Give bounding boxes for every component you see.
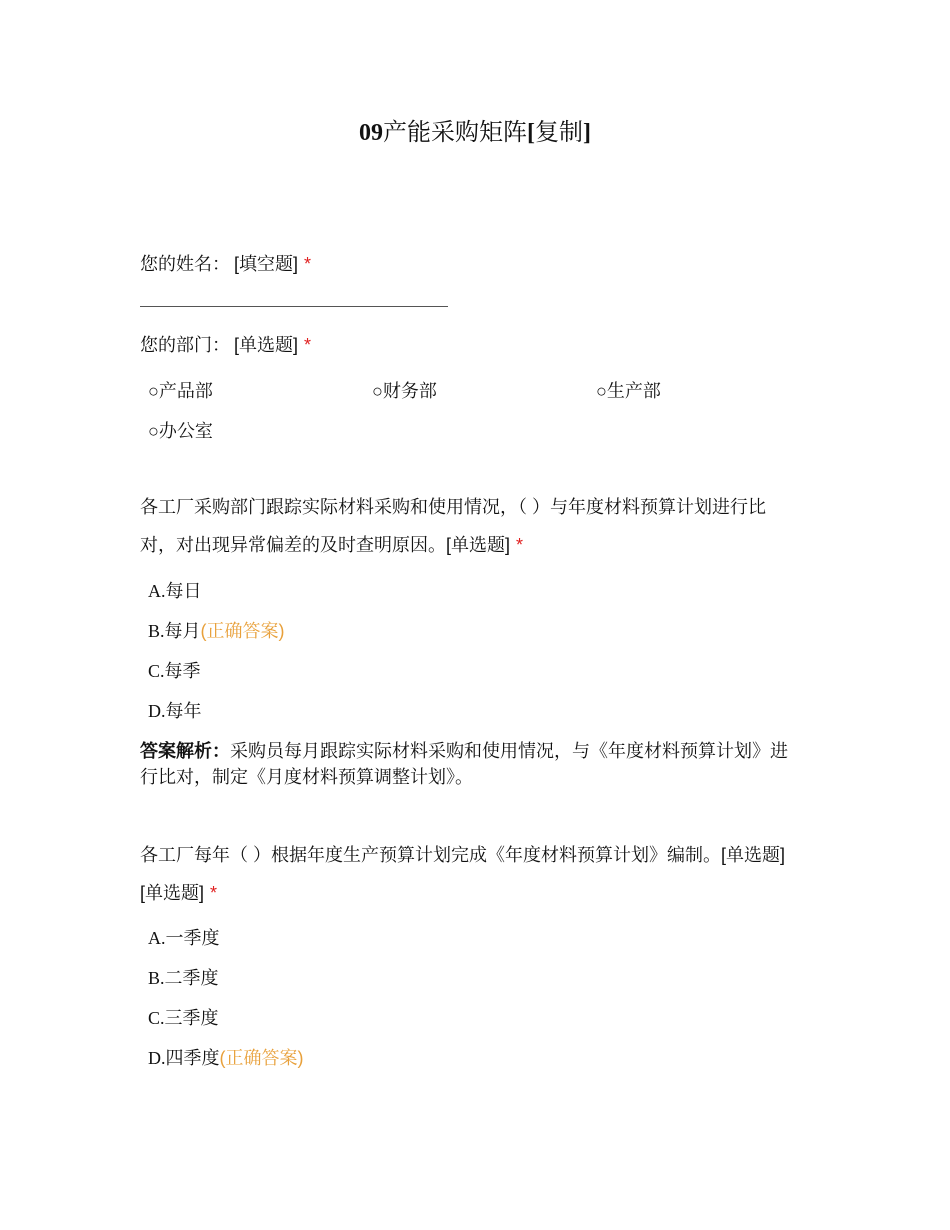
q2-option-d[interactable] — [148, 1046, 304, 1070]
option-text: 每季 — [164, 661, 201, 681]
option-letter: B. — [148, 968, 165, 988]
title-number: 09 — [359, 120, 383, 146]
question-2-text — [140, 836, 820, 912]
option-text: 四季度 — [165, 1048, 220, 1068]
name-input-line[interactable] — [140, 306, 448, 307]
question-1-line-2-text: 对，对出现异常偏差的及时查明原因。 — [140, 535, 446, 555]
question-1-line-2 — [140, 526, 820, 564]
option-text: 一季度 — [165, 928, 220, 948]
dept-option-office[interactable]: ○办公室 — [148, 421, 213, 441]
title-text: 产能采购矩阵 — [383, 120, 527, 146]
required-marker: * — [304, 254, 312, 274]
option-text: 每日 — [165, 581, 202, 601]
required-marker: * — [210, 883, 218, 903]
question-dept-label — [140, 333, 311, 357]
option-letter: D. — [148, 701, 166, 721]
question-1-line-1: 各工厂采购部门跟踪实际材料采购和使用情况，（ ）与年度材料预算计划进行比 — [140, 497, 766, 517]
analysis-text-1: 采购员每月跟踪实际材料采购和使用情况，与《年度材料预算计划》进 — [230, 741, 788, 761]
required-marker: * — [304, 335, 312, 355]
question-text: 您的部门： — [140, 335, 230, 355]
question-1-text — [140, 488, 820, 564]
option-letter: B. — [148, 621, 165, 641]
dept-option-production[interactable]: ○生产部 — [596, 381, 661, 401]
q1-option-b[interactable] — [148, 619, 285, 643]
option-letter: A. — [148, 928, 166, 948]
analysis-line-1 — [140, 738, 820, 764]
option-letter: C. — [148, 661, 165, 681]
q2-option-b[interactable] — [148, 966, 219, 990]
q1-option-d[interactable] — [148, 699, 202, 723]
q1-option-c[interactable] — [148, 659, 201, 683]
question-name-label — [140, 252, 311, 276]
page-title — [0, 112, 950, 147]
option-text: 每年 — [165, 701, 202, 721]
option-letter: C. — [148, 1008, 165, 1028]
question-2-line-2 — [140, 874, 820, 912]
analysis-line-2: 行比对，制定《月度材料预算调整计划》。 — [140, 767, 473, 787]
title-bracket-close: ] — [583, 120, 591, 146]
dept-option-product[interactable]: ○产品部 — [148, 381, 213, 401]
question-text: 您的姓名： — [140, 254, 230, 274]
question-type-tag: [单选题] — [446, 535, 511, 555]
required-marker: * — [516, 535, 524, 555]
option-text: 每月 — [164, 621, 201, 641]
q2-option-a[interactable] — [148, 926, 220, 950]
answer-analysis — [140, 738, 820, 790]
option-text: 三季度 — [164, 1008, 219, 1028]
dept-option-finance[interactable]: ○财务部 — [372, 381, 437, 401]
correct-answer-badge: (正确答案) — [200, 621, 285, 641]
option-text: 二季度 — [164, 968, 219, 988]
analysis-label: 答案解析： — [140, 741, 230, 761]
correct-answer-badge: (正确答案) — [219, 1048, 304, 1068]
title-copy-label: 复制 — [535, 120, 583, 146]
question-type-tag: [填空题] — [234, 254, 299, 274]
question-2-line-1: 各工厂每年（ ）根据年度生产预算计划完成《年度材料预算计划》编制。[单选题] — [140, 845, 785, 865]
option-letter: D. — [148, 1048, 166, 1068]
q1-option-a[interactable] — [148, 579, 202, 603]
title-bracket-open: [ — [527, 120, 535, 146]
option-letter: A. — [148, 581, 166, 601]
question-type-tag: [单选题] — [234, 335, 299, 355]
q2-option-c[interactable] — [148, 1006, 219, 1030]
question-type-tag: [单选题] — [140, 883, 205, 903]
